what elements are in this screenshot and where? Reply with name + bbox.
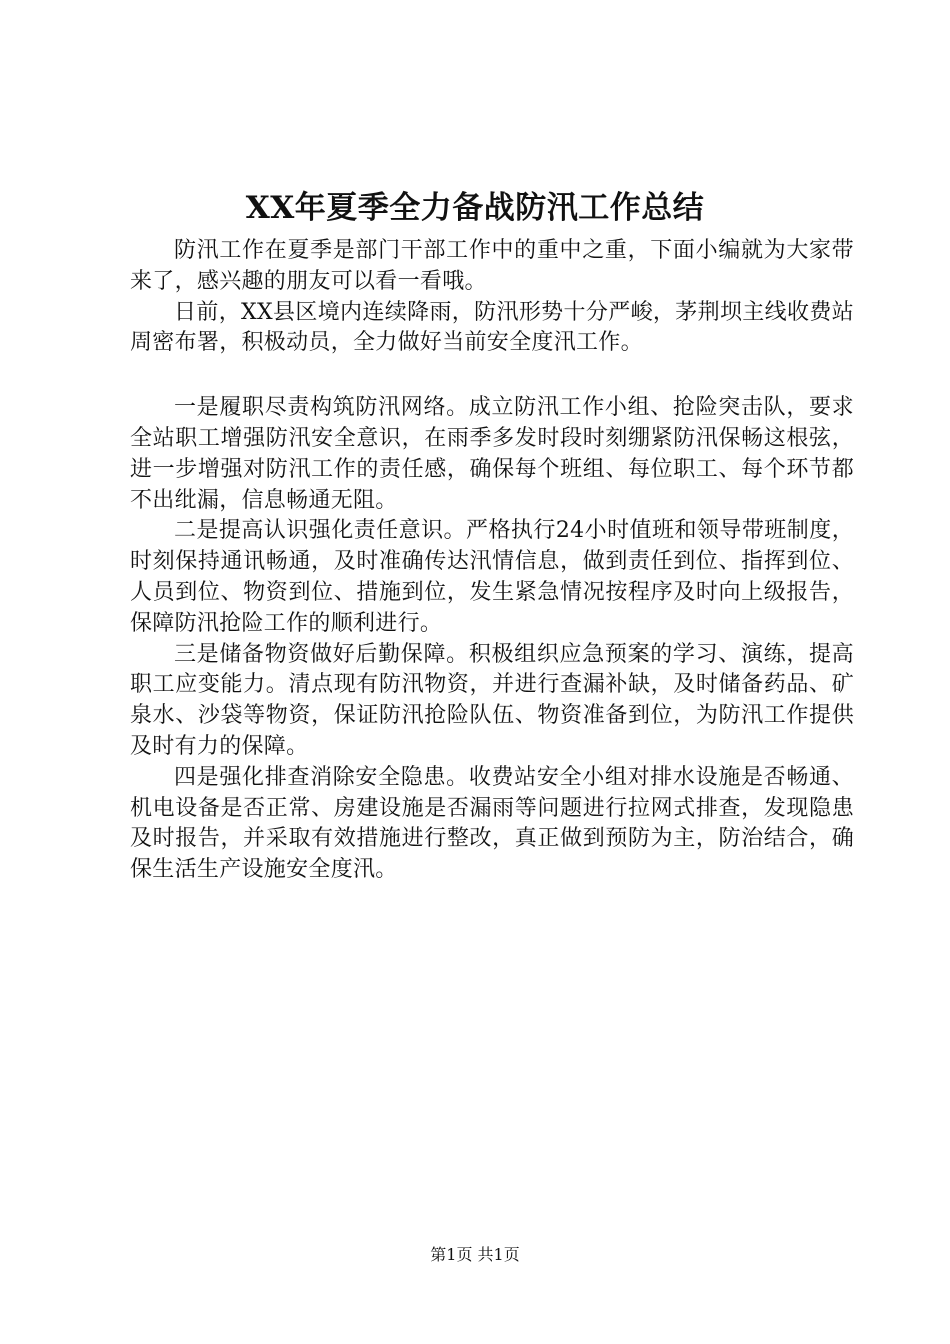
- paragraph-point-two: 二是提高认识强化责任意识。严格执行24小时值班和领导带班制度，时刻保持通讯畅通，及时准确传达汛情信息，做到责任到位、指挥到位、人员到位、物资到位、措施到位，发生紧急情况按程序及时向上级报告，保障防汛抢险工作的顺利进行。: [130, 518, 854, 636]
- paragraph-point-four: 四是强化排查消除安全隐患。收费站安全小组对排水设施是否畅通、机电设备是否正常、房建设施是否漏雨等问题进行拉网式排查，发现隐患及时报告，并采取有效措施进行整改，真正做到预防为主，防治结合，确保生活生产设施安全度汛。: [130, 764, 854, 883]
- page-number-footer: 第1页 共1页: [430, 1245, 520, 1264]
- paragraph-point-one: 一是履职尽责构筑防汛网络。成立防汛工作小组、抢险突击队，要求全站职工增强防汛安全意识，在雨季多发时段时刻绷紧防汛保畅这根弦，进一步增强对防汛工作的责任感，确保每个班组、每位职工、每个环节都不出纰漏，信息畅通无阻。: [130, 395, 854, 513]
- paragraph-intro: 防汛工作在夏季是部门干部工作中的重中之重，下面小编就为大家带来了，感兴趣的朋友可以看一看哦。: [130, 238, 854, 294]
- document-title: XX年夏季全力备战防汛工作总结: [245, 190, 705, 226]
- paragraph-point-three: 三是储备物资做好后勤保障。积极组织应急预案的学习、演练，提高职工应变能力。清点现有防汛物资，并进行查漏补缺，及时储备药品、矿泉水、沙袋等物资，保证防汛抢险队伍、物资准备到位，为防汛工作提供及时有力的保障。: [130, 641, 854, 759]
- paragraph-spacer: [130, 359, 854, 393]
- paragraph-background: 日前，XX县区境内连续降雨，防汛形势十分严峻，茅荆坝主线收费站周密布署，积极动员，全力做好当前安全度汛工作。: [130, 299, 854, 356]
- document-body: [130, 236, 854, 886]
